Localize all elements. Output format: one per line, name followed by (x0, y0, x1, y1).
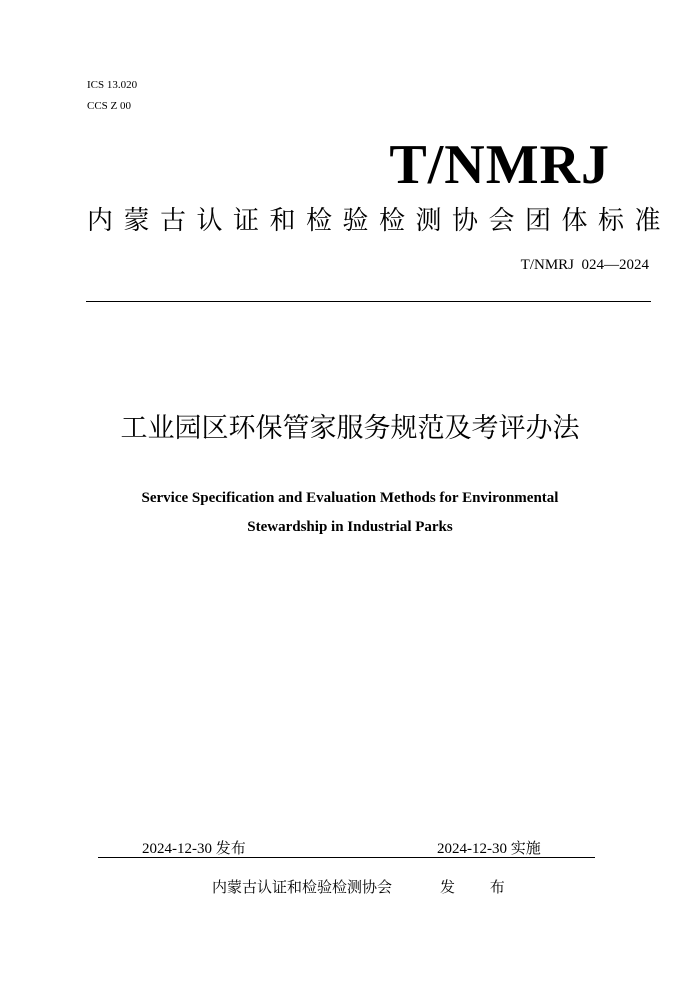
publisher-name: 内蒙古认证和检验检测协会 (212, 878, 393, 896)
document-title-english: Service Specification and Evaluation Methods for Environmental Stewardship in Industrial Parks (141, 490, 559, 535)
ccs-code: CCS Z 00 (87, 100, 132, 112)
standard-number: T/NMRJ 024—2024 (520, 257, 649, 273)
implementation-date: 2024-12-30 实施 (437, 841, 541, 857)
publish-label: 发 布 (440, 878, 520, 896)
header-divider (86, 301, 651, 302)
document-title-chinese: 工业园区环保管家服务规范及考评办法 (120, 413, 580, 444)
organization-standard-name: 内蒙古认证和检验检测协会团体标准 (87, 206, 672, 236)
footer-divider (98, 857, 595, 858)
issue-date: 2024-12-30 发布 (142, 841, 246, 857)
organization-code: T/NMRJ (389, 134, 610, 196)
ics-code: ICS 13.020 (87, 79, 138, 91)
